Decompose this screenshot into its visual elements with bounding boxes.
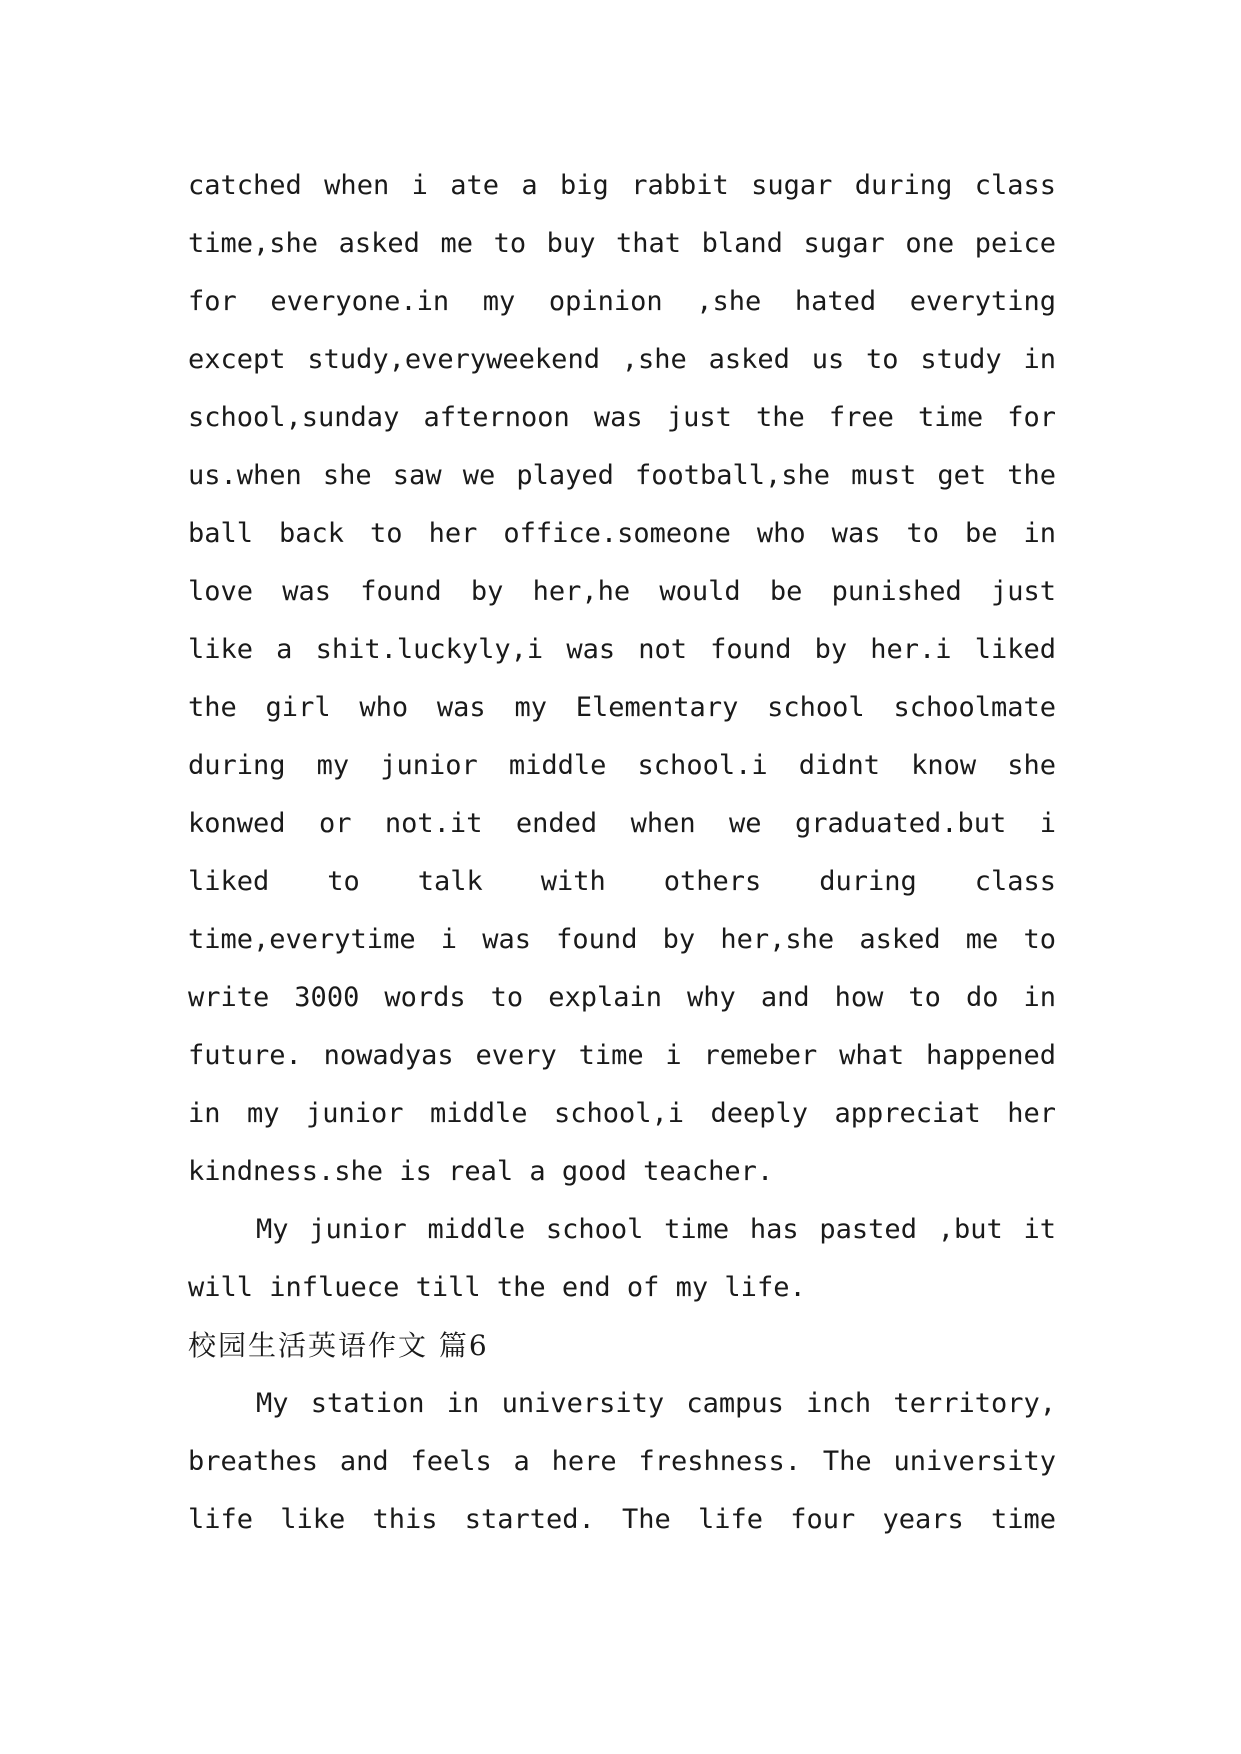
text-line: time,everytime i was found by her,she asked me to — [188, 924, 1056, 955]
text-line: My station in university campus inch territory, — [256, 1388, 1056, 1419]
text-line: breathes and feels a here freshness. The university — [188, 1446, 1056, 1477]
text-line: catched when i ate a big rabbit sugar during class — [188, 170, 1056, 201]
text-line: My junior middle school time has pasted ,but it — [256, 1214, 1056, 1245]
text-line: kindness.she is real a good teacher. — [188, 1156, 774, 1187]
text-line: for everyone.in my opinion ,she hated everyting — [188, 286, 1056, 317]
text-line: love was found by her,he would be punished just — [188, 576, 1056, 607]
section-heading: 校园生活英语作文 篇6 — [188, 1329, 489, 1362]
text-line: ball back to her office.someone who was to be in — [188, 518, 1056, 549]
document-body — [188, 157, 1056, 1549]
paragraph-2 — [188, 1201, 1056, 1317]
text-line: in my junior middle school,i deeply appreciat her — [188, 1098, 1056, 1129]
text-line: will influece till the end of my life. — [188, 1272, 806, 1303]
text-line: konwed or not.it ended when we graduated.but i — [188, 808, 1056, 839]
text-line: us.when she saw we played football,she must get the — [188, 460, 1056, 491]
text-line: except study,everyweekend ,she asked us to study in — [188, 344, 1056, 375]
text-line: liked to talk with others during class — [188, 866, 1056, 897]
text-line: life like this started. The life four years time — [188, 1504, 1056, 1535]
paragraph-3 — [188, 1375, 1056, 1549]
text-line: school,sunday afternoon was just the free time for — [188, 402, 1056, 433]
text-line: write 3000 words to explain why and how to do in — [188, 982, 1056, 1013]
paragraph-1 — [188, 157, 1056, 1201]
text-line: time,she asked me to buy that bland sugar one peice — [188, 228, 1056, 259]
text-line: during my junior middle school.i didnt know she — [188, 750, 1056, 781]
text-line: like a shit.luckyly,i was not found by her.i liked — [188, 634, 1056, 665]
text-line: future. nowadyas every time i remeber what happened — [188, 1040, 1056, 1071]
text-line: the girl who was my Elementary school schoolmate — [188, 692, 1056, 723]
